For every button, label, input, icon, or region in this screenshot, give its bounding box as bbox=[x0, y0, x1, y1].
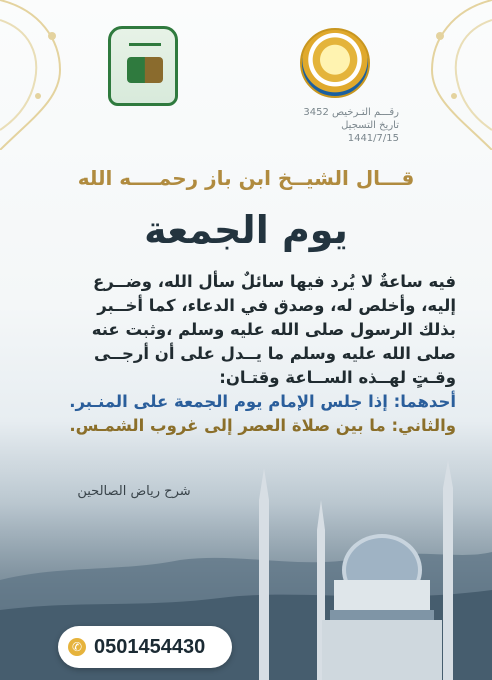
paragraph-line-first-time: أحدهما: إذا جلس الإمام يوم الجمعة على المنـبر. bbox=[69, 392, 456, 411]
license-info bbox=[289, 106, 399, 145]
quote-heading: قـــال الشيــخ ابن باز رحمــــه الله bbox=[77, 166, 415, 190]
phone-number[interactable]: 0501454430 bbox=[94, 635, 206, 658]
islamic-affairs-logo-icon bbox=[108, 26, 178, 106]
paragraph-line: صلى الله عليه وسلم ما يــدل على أن أرجــى bbox=[93, 344, 456, 363]
paragraph-line: فيه ساعةٌ لا يُرد فيها سائلٌ سأل الله، وضــرع bbox=[93, 272, 456, 291]
book-icon bbox=[127, 57, 163, 83]
ornament-corner-left bbox=[0, 0, 96, 150]
swords-icon bbox=[129, 43, 161, 53]
registration-date: تاريخ التسجيل 1441/7/15 bbox=[341, 120, 399, 144]
page-title: يوم الجمعة bbox=[144, 208, 348, 252]
phone-icon: ✆ bbox=[68, 638, 86, 656]
paragraph-line: وقـتٍ لهــذه الســاعة وقتـان: bbox=[219, 368, 456, 387]
ornament-corner-right bbox=[396, 0, 492, 150]
phone-contact[interactable] bbox=[58, 626, 232, 668]
paragraph-line: إليه، وأخلص له، وصدق في الدعاء، كما أخــبر bbox=[97, 296, 456, 315]
ministry-emblem-icon bbox=[300, 28, 370, 98]
main-paragraph bbox=[38, 270, 456, 438]
paragraph-line: بذلك الرسول صلى الله عليه وسلم ،وثبت عنه bbox=[91, 320, 456, 339]
paragraph-line-second-time: والثاني: ما بين صلاة العصر إلى غروب الشمـس. bbox=[69, 416, 456, 435]
license-number: رقـــم التـرخيص 3452 bbox=[303, 107, 399, 118]
